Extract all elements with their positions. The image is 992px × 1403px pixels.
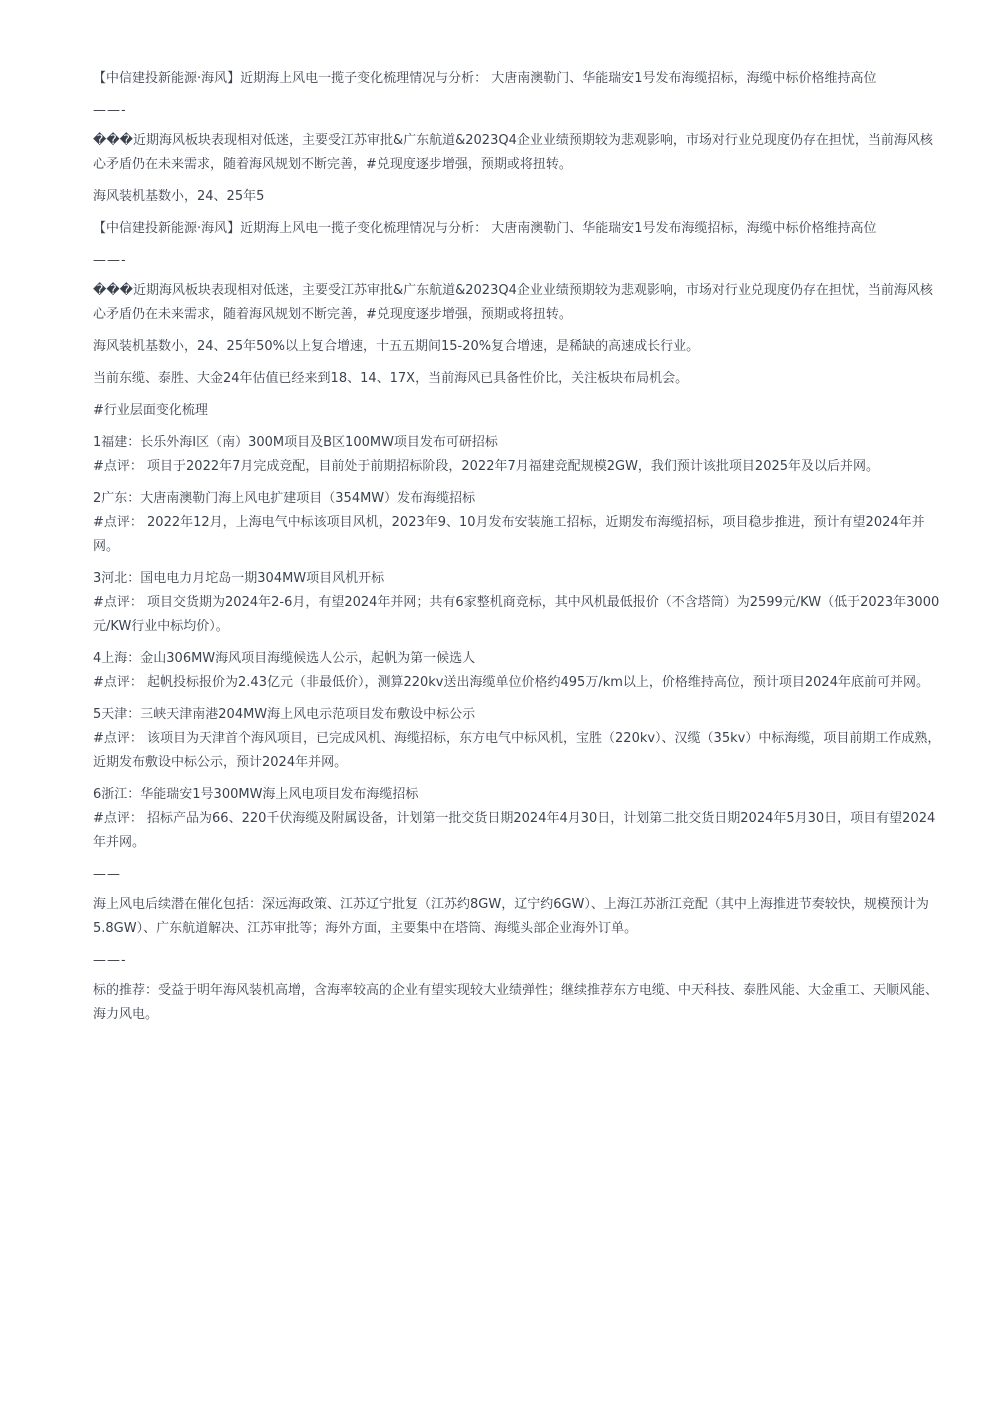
paragraph-line: #行业层面变化梳理 [93,403,208,418]
paragraph-catalysts [93,893,941,941]
item-headline: 4上海：金山306MW海风项目海缆候选人公示，起帆为第一候选人 [93,651,476,666]
paragraph-line: 标的推荐：受益于明年海风装机高增，含海率较高的企业有望实现较大业绩弹性；继续推荐东方电缆、中天科技、泰胜风能、大金重工、天顺风能、海力风电。 [93,983,939,1022]
paragraph-growth [93,335,941,359]
paragraph-title-2 [93,217,941,241]
item-headline: 1福建：长乐外海I区（南）300M项目及B区100MW项目发布可研招标 [93,435,498,450]
paragraph-line: ���近期海风板块表现相对低迷，主要受江苏审批&广东航道&2023Q4企业业绩预期较为悲观影响，市场对行业兑现度仍存在担忧，当前海风核心矛盾仍在未来需求，随着海风规划不断完善，#兑现度逐步增强，预期或将扭转。 [93,133,933,172]
paragraph-line: 【中信建投新能源·海风】近期海上风电一揽子变化梳理情况与分析： 大唐南澳勒门、华能瑞安1号发布海缆招标，海缆中标价格维持高位 [93,71,877,86]
separator-line: ——- [93,953,127,968]
paragraph-line: 海风装机基数小，24、25年5 [93,189,265,204]
item-headline: 2广东：大唐南澳勒门海上风电扩建项目（354MW）发布海缆招标 [93,491,476,506]
paragraph-line: ���近期海风板块表现相对低迷，主要受江苏审批&广东航道&2023Q4企业业绩预期较为悲观影响，市场对行业兑现度仍存在担忧，当前海风核心矛盾仍在未来需求，随着海风规划不断完善，#兑现度逐步增强，预期或将扭转。 [93,283,933,322]
item-comment: #点评： 2022年12月，上海电气中标该项目风机，2023年9、10月发布安装施工招标，近期发布海缆招标，项目稳步推进，预计有望2024年并网。 [93,515,925,554]
item-comment: #点评： 项目交货期为2024年2-6月，有望2024年并网；共有6家整机商竞标，其中风机最低报价（不含塔筒）为2599元/KW（低于2023年3000元/KW行业中标均价）。 [93,595,940,634]
item-headline: 6浙江：华能瑞安1号300MW海上风电项目发布海缆招标 [93,787,419,802]
item-comment: #点评： 项目于2022年7月完成竞配，目前处于前期招标阶段，2022年7月福建竞配规模2GW，我们预计该批项目2025年及以后并网。 [93,459,880,474]
paragraph-line: 当前东缆、泰胜、大金24年估值已经来到18、14、17X，当前海风已具备性价比，关注板块布局机会。 [93,371,689,386]
separator-line: ——- [93,253,127,268]
list-item-guangdong [93,487,941,559]
list-item-hebei [93,567,941,639]
separator [93,863,941,887]
list-item-fujian [93,431,941,479]
section-heading [93,399,941,423]
paragraph-valuation [93,367,941,391]
separator-line: ——- [93,103,127,118]
separator [93,249,941,273]
item-headline: 5天津：三峡天津南港204MW海上风电示范项目发布敷设中标公示 [93,707,476,722]
document-body [93,67,941,1035]
separator-line: —— [93,867,121,882]
paragraph-line: 【中信建投新能源·海风】近期海上风电一揽子变化梳理情况与分析： 大唐南澳勒门、华能瑞安1号发布海缆招标，海缆中标价格维持高位 [93,221,877,236]
paragraph-truncated [93,185,941,209]
separator [93,99,941,123]
paragraph-recommendations [93,979,941,1027]
paragraph-summary-1 [93,129,941,177]
paragraph-line: 海风装机基数小，24、25年50%以上复合增速，十五五期间15-20%复合增速，是稀缺的高速成长行业。 [93,339,700,354]
item-headline: 3河北：国电电力月坨岛一期304MW项目风机开标 [93,571,385,586]
item-comment: #点评： 该项目为天津首个海风项目，已完成风机、海缆招标，东方电气中标风机，宝胜（220kv）、汉缆（35kv）中标海缆，项目前期工作成熟，近期发布敷设中标公示，预计2024年并网。 [93,731,941,770]
paragraph-summary-2 [93,279,941,327]
paragraph-title-1 [93,67,941,91]
item-comment: #点评： 招标产品为66、220千伏海缆及附属设备，计划第一批交货日期2024年4月30日，计划第二批交货日期2024年5月30日，项目有望2024年并网。 [93,811,936,850]
list-item-shanghai [93,647,941,695]
paragraph-line: 海上风电后续潜在催化包括：深远海政策、江苏辽宁批复（江苏约8GW，辽宁约6GW）、上海江苏浙江竞配（其中上海推进节奏较快，规模预计为5.8GW）、广东航道解决、江苏审批等；海外方面，主要集中在塔筒、海缆头部企业海外订单。 [93,897,929,936]
separator [93,949,941,973]
list-item-tianjin [93,703,941,775]
item-comment: #点评： 起帆投标报价为2.43亿元（非最低价），测算220kv送出海缆单位价格约495万/km以上，价格维持高位，预计项目2024年底前可并网。 [93,675,929,690]
list-item-zhejiang [93,783,941,855]
